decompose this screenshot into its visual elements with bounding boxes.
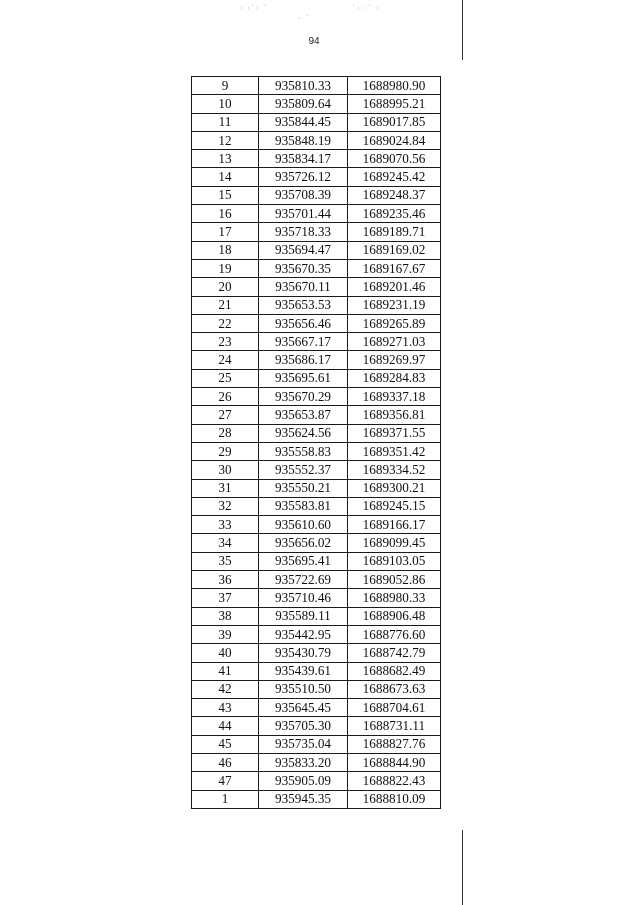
table-row <box>192 753 441 771</box>
point-number-cell: 15 <box>192 186 259 204</box>
x-coordinate-cell: 935695.41 <box>259 552 348 570</box>
y-coordinate-cell: 1688980.90 <box>348 77 441 95</box>
table-row <box>192 205 441 223</box>
table-row <box>192 680 441 698</box>
x-coordinate-cell: 935945.35 <box>259 790 348 808</box>
point-number-cell: 23 <box>192 333 259 351</box>
x-coordinate-cell: 935442.95 <box>259 625 348 643</box>
table-row <box>192 223 441 241</box>
y-coordinate-cell: 1688844.90 <box>348 753 441 771</box>
y-coordinate-cell: 1689103.05 <box>348 552 441 570</box>
table-row <box>192 241 441 259</box>
x-coordinate-cell: 935695.61 <box>259 369 348 387</box>
table-row <box>192 296 441 314</box>
point-number-cell: 43 <box>192 699 259 717</box>
point-number-cell: 47 <box>192 772 259 790</box>
y-coordinate-cell: 1688673.63 <box>348 680 441 698</box>
point-number-cell: 25 <box>192 369 259 387</box>
scan-mark-left: · ·˙· ˙ <box>240 4 268 13</box>
y-coordinate-cell: 1689017.85 <box>348 113 441 131</box>
point-number-cell: 13 <box>192 150 259 168</box>
x-coordinate-cell: 935589.11 <box>259 607 348 625</box>
y-coordinate-cell: 1689024.84 <box>348 131 441 149</box>
x-coordinate-cell: 935705.30 <box>259 717 348 735</box>
table-row <box>192 168 441 186</box>
x-coordinate-cell: 935905.09 <box>259 772 348 790</box>
point-number-cell: 9 <box>192 77 259 95</box>
point-number-cell: 35 <box>192 552 259 570</box>
x-coordinate-cell: 935645.45 <box>259 699 348 717</box>
y-coordinate-cell: 1689099.45 <box>348 534 441 552</box>
point-number-cell: 10 <box>192 95 259 113</box>
y-coordinate-cell: 1688731.11 <box>348 717 441 735</box>
x-coordinate-cell: 935701.44 <box>259 205 348 223</box>
x-coordinate-cell: 935708.39 <box>259 186 348 204</box>
table-row <box>192 131 441 149</box>
y-coordinate-cell: 1689167.67 <box>348 259 441 277</box>
x-coordinate-cell: 935722.69 <box>259 571 348 589</box>
point-number-cell: 42 <box>192 680 259 698</box>
point-number-cell: 46 <box>192 753 259 771</box>
table-row <box>192 571 441 589</box>
table-row <box>192 589 441 607</box>
table-row <box>192 259 441 277</box>
y-coordinate-cell: 1689300.21 <box>348 479 441 497</box>
x-coordinate-cell: 935656.02 <box>259 534 348 552</box>
table-row <box>192 186 441 204</box>
x-coordinate-cell: 935809.64 <box>259 95 348 113</box>
table-row <box>192 772 441 790</box>
point-number-cell: 34 <box>192 534 259 552</box>
y-coordinate-cell: 1688827.76 <box>348 735 441 753</box>
scan-mark-right: ˙· ·˙ · <box>352 4 380 13</box>
table-row <box>192 95 441 113</box>
x-coordinate-cell: 935653.87 <box>259 406 348 424</box>
x-coordinate-cell: 935610.60 <box>259 516 348 534</box>
x-coordinate-cell: 935667.17 <box>259 333 348 351</box>
y-coordinate-cell: 1689189.71 <box>348 223 441 241</box>
x-coordinate-cell: 935810.33 <box>259 77 348 95</box>
y-coordinate-cell: 1689052.86 <box>348 571 441 589</box>
table-row <box>192 516 441 534</box>
table-row <box>192 424 441 442</box>
point-number-cell: 45 <box>192 735 259 753</box>
y-coordinate-cell: 1688822.43 <box>348 772 441 790</box>
y-coordinate-cell: 1689245.15 <box>348 497 441 515</box>
point-number-cell: 32 <box>192 497 259 515</box>
x-coordinate-cell: 935552.37 <box>259 461 348 479</box>
table-row <box>192 461 441 479</box>
y-coordinate-cell: 1689351.42 <box>348 442 441 460</box>
y-coordinate-cell: 1689284.83 <box>348 369 441 387</box>
point-number-cell: 21 <box>192 296 259 314</box>
x-coordinate-cell: 935670.11 <box>259 278 348 296</box>
table-row <box>192 113 441 131</box>
point-number-cell: 38 <box>192 607 259 625</box>
table-row <box>192 351 441 369</box>
y-coordinate-cell: 1688742.79 <box>348 644 441 662</box>
y-coordinate-cell: 1689265.89 <box>348 314 441 332</box>
table-row <box>192 497 441 515</box>
table-row <box>192 150 441 168</box>
y-coordinate-cell: 1688980.33 <box>348 589 441 607</box>
y-coordinate-cell: 1688995.21 <box>348 95 441 113</box>
y-coordinate-cell: 1689337.18 <box>348 388 441 406</box>
x-coordinate-cell: 935653.53 <box>259 296 348 314</box>
point-number-cell: 28 <box>192 424 259 442</box>
x-coordinate-cell: 935710.46 <box>259 589 348 607</box>
x-coordinate-cell: 935848.19 <box>259 131 348 149</box>
table-row <box>192 77 441 95</box>
point-number-cell: 29 <box>192 442 259 460</box>
table-row <box>192 607 441 625</box>
page-number: 94 <box>308 36 320 47</box>
point-number-cell: 11 <box>192 113 259 131</box>
point-number-cell: 44 <box>192 717 259 735</box>
y-coordinate-cell: 1688704.61 <box>348 699 441 717</box>
point-number-cell: 20 <box>192 278 259 296</box>
x-coordinate-cell: 935844.45 <box>259 113 348 131</box>
point-number-cell: 31 <box>192 479 259 497</box>
point-number-cell: 39 <box>192 625 259 643</box>
x-coordinate-cell: 935686.17 <box>259 351 348 369</box>
y-coordinate-cell: 1688682.49 <box>348 662 441 680</box>
table-row <box>192 735 441 753</box>
x-coordinate-cell: 935670.29 <box>259 388 348 406</box>
x-coordinate-cell: 935583.81 <box>259 497 348 515</box>
scan-mark-center: · ˙ <box>298 14 311 23</box>
point-number-cell: 24 <box>192 351 259 369</box>
point-number-cell: 16 <box>192 205 259 223</box>
point-number-cell: 30 <box>192 461 259 479</box>
table-row <box>192 699 441 717</box>
point-number-cell: 19 <box>192 259 259 277</box>
x-coordinate-cell: 935670.35 <box>259 259 348 277</box>
x-coordinate-cell: 935834.17 <box>259 150 348 168</box>
point-number-cell: 37 <box>192 589 259 607</box>
table-row <box>192 479 441 497</box>
y-coordinate-cell: 1689334.52 <box>348 461 441 479</box>
y-coordinate-cell: 1689269.97 <box>348 351 441 369</box>
y-coordinate-cell: 1689166.17 <box>348 516 441 534</box>
point-number-cell: 40 <box>192 644 259 662</box>
x-coordinate-cell: 935726.12 <box>259 168 348 186</box>
table-row <box>192 442 441 460</box>
y-coordinate-cell: 1688810.09 <box>348 790 441 808</box>
y-coordinate-cell: 1689235.46 <box>348 205 441 223</box>
table-row <box>192 534 441 552</box>
x-coordinate-cell: 935694.47 <box>259 241 348 259</box>
y-coordinate-cell: 1688776.60 <box>348 625 441 643</box>
table-row <box>192 625 441 643</box>
point-number-cell: 26 <box>192 388 259 406</box>
y-coordinate-cell: 1689231.19 <box>348 296 441 314</box>
y-coordinate-cell: 1689371.55 <box>348 424 441 442</box>
x-coordinate-cell: 935833.20 <box>259 753 348 771</box>
point-number-cell: 33 <box>192 516 259 534</box>
table-row <box>192 314 441 332</box>
x-coordinate-cell: 935510.50 <box>259 680 348 698</box>
x-coordinate-cell: 935735.04 <box>259 735 348 753</box>
table-row <box>192 388 441 406</box>
coordinates-table <box>191 76 441 809</box>
table-row <box>192 552 441 570</box>
point-number-cell: 12 <box>192 131 259 149</box>
y-coordinate-cell: 1689201.46 <box>348 278 441 296</box>
table-row <box>192 406 441 424</box>
point-number-cell: 1 <box>192 790 259 808</box>
point-number-cell: 27 <box>192 406 259 424</box>
y-coordinate-cell: 1689245.42 <box>348 168 441 186</box>
table-row <box>192 644 441 662</box>
table-row <box>192 278 441 296</box>
point-number-cell: 41 <box>192 662 259 680</box>
table-row <box>192 790 441 808</box>
x-coordinate-cell: 935718.33 <box>259 223 348 241</box>
point-number-cell: 14 <box>192 168 259 186</box>
scan-edge-line-bottom <box>462 830 463 905</box>
y-coordinate-cell: 1689169.02 <box>348 241 441 259</box>
x-coordinate-cell: 935656.46 <box>259 314 348 332</box>
scan-edge-line-top <box>462 0 463 60</box>
x-coordinate-cell: 935550.21 <box>259 479 348 497</box>
coordinates-table-body <box>192 77 441 809</box>
table-row <box>192 333 441 351</box>
x-coordinate-cell: 935624.56 <box>259 424 348 442</box>
point-number-cell: 36 <box>192 571 259 589</box>
x-coordinate-cell: 935439.61 <box>259 662 348 680</box>
point-number-cell: 18 <box>192 241 259 259</box>
y-coordinate-cell: 1689356.81 <box>348 406 441 424</box>
point-number-cell: 22 <box>192 314 259 332</box>
x-coordinate-cell: 935430.79 <box>259 644 348 662</box>
x-coordinate-cell: 935558.83 <box>259 442 348 460</box>
y-coordinate-cell: 1689070.56 <box>348 150 441 168</box>
table-row <box>192 662 441 680</box>
y-coordinate-cell: 1689271.03 <box>348 333 441 351</box>
table-row <box>192 369 441 387</box>
point-number-cell: 17 <box>192 223 259 241</box>
y-coordinate-cell: 1688906.48 <box>348 607 441 625</box>
table-row <box>192 717 441 735</box>
y-coordinate-cell: 1689248.37 <box>348 186 441 204</box>
